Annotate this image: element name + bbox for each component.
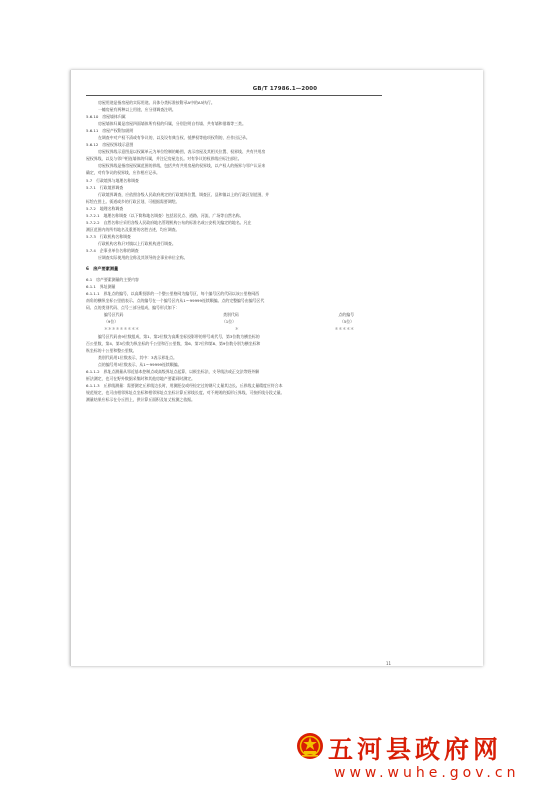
text-line: 标绘在图上。街道或乡的行政区划，可根据需要调绘。 <box>86 198 180 204</box>
code-digits-point: （5位） <box>339 319 354 325</box>
text-line: 类别代码用1位数表示，其中：3表示界址点。 <box>98 354 177 360</box>
text-line: 5.7.1 行政境界调查 <box>86 184 124 190</box>
text-line: 南角的横纵坐标公里值表示。点的编号在一个编号区内从1～99999连续顺编。点的完整编号由编号区代 <box>86 298 265 304</box>
document-body <box>86 99 384 403</box>
text-line: 5.7 行政境界与地理名称调查 <box>86 177 139 183</box>
code-marks-category: ＊ <box>234 326 239 332</box>
text-line: 应调查实际使用的全称及其领导的企事业单位全称。 <box>98 255 188 261</box>
text-line: 百公里数，第4、第5位数为纵坐标的千公里和百公里数，第6、第7位和第8、第9位数分别为横坐标和 <box>86 340 261 346</box>
text-line: 房屋权界线是指房屋权属范围的界线，包括共有共用房屋的权界线，以产权人的指界与邻户认证来 <box>98 163 266 169</box>
code-format-marks <box>86 325 384 332</box>
text-line: 6.1.1.1 界址点的编号，以高斯投影的一个整公里格网为编号区，每个编号区的代码以该公里格网西 <box>86 291 260 297</box>
section-6-body <box>86 333 384 403</box>
code-marks-zone: ＊＊＊＊＊＊＊＊＊ <box>104 326 140 332</box>
text-line: 房屋墙体归属是房屋四面墙体所有权的归属，分别注明自有墙、共有墙和借墙等三类。 <box>98 121 246 127</box>
code-header-point: 点的编号 <box>338 312 354 318</box>
national-emblem-icon <box>296 732 324 760</box>
text-line: 房屋用途是指房屋的实际用途。具体分类标准按附录A中的A5执行。 <box>98 100 215 105</box>
code-marks-point: ＊＊＊＊＊ <box>334 326 354 332</box>
code-digits-category: （1位） <box>221 319 237 325</box>
text-line: 5.6.11 房屋产权附加说明 <box>86 128 134 134</box>
standard-number: GB/T 17986.1—2000 <box>252 86 318 92</box>
code-header-category: 类别代码 <box>223 312 239 318</box>
text-line: 在调查中对产权不清或有争议的，以及设有典当权、抵押权等他项权利的，应作出记录。 <box>98 135 250 141</box>
text-line: 5.7.3 行政机构名称调查 <box>86 233 131 239</box>
text-line: 规范规定，也可由相邻界址点坐标和相邻界址点坐标计算丘界线长度。对不规则的弧形丘界线，可按折线分段丈量。 <box>86 389 285 395</box>
code-format-headers <box>86 311 384 318</box>
text-line: 5.7.2 地理名称调查 <box>86 205 124 211</box>
text-line: 屋权界线，以及与邻户相连墙体的归属，并注记房屋边长。对有争议的权界线应标注部位。 <box>86 156 242 162</box>
text-line: 5.7.2.2 自然名称应采用各级人民政府地名管理机构公布的标准名或公安机关编定的地名。凡在 <box>86 219 252 225</box>
text-line: 行政境界调查，应依照各级人民政府规定的行政境界位置，调查区、县和镇以上的行政区划范围，并 <box>98 191 270 197</box>
page-number: 11 <box>386 661 392 666</box>
text-line: 编号区代码由9位数组成，第1、第2位数为高斯坐标投影带的带号或代号，第3位数为横坐标的 <box>98 333 260 339</box>
section-6-title: 6 房产要素测量 <box>86 266 119 272</box>
text-line: 5.6.10 房屋墙体归属 <box>86 114 126 120</box>
watermark-site-name: 五河县政府网 <box>328 735 503 764</box>
text-line: 一幢房屋有两种以上用途，应分别调查注明。 <box>98 107 176 113</box>
code-format-digits <box>86 318 384 325</box>
header-rule <box>86 95 382 96</box>
text-line: 5.7.4 企事业单位名称的调查 <box>86 247 139 253</box>
text-line: 纵坐标的十公里和整公里数。 <box>86 347 137 353</box>
body-lines <box>86 99 384 261</box>
text-line: 确定，对有争议的权界线，应作相应记录。 <box>86 170 160 176</box>
code-digits-zone: （9位） <box>104 319 119 325</box>
section-6-intro <box>86 276 384 311</box>
text-line: 5.7.2.1 地理名称调查（以下简称地名调查）包括居民点、道路、河流、广场等自然名称。 <box>86 212 244 218</box>
text-line: 码、点的类别代码、点号三部分组成，编号形式如下： <box>86 305 180 311</box>
text-line: 测区范围内的所有地名及重要的名胜古迹，均应调查。 <box>86 226 180 232</box>
text-line: 析法测定，也可在野外数据采集时和其他房地产要素同时测定。 <box>86 375 195 381</box>
text-line: 5.6.12 房屋权界线示意图 <box>86 142 134 148</box>
text-line: 点的编号用5位数表示，从1～99999连续顺编。 <box>98 361 182 367</box>
site-watermark <box>296 730 548 788</box>
text-line: 6.1.1.3 丘界线测量：需要测定丘界线边长时，用测距仪或经检定过的钢尺丈量其边长。丘界线丈量精度应符合本 <box>86 382 283 388</box>
text-line: 行政机构名称只对镇以上行政机构进行调查。 <box>98 240 176 246</box>
watermark-url: www.wuhe.gov.cn <box>334 765 520 781</box>
text-line: 测量结果应标示在分丘图上，供计算丘面积及复丈检测之依据。 <box>86 396 195 402</box>
text-line: 房屋权界线示意图是以权属单元为单位绘制的略图，表示房屋及其相关位置、权界线、共有共用房 <box>98 149 266 155</box>
text-line: 6.1 房产要素测量的主要内容 <box>86 277 139 283</box>
text-line: 6.1.1.2 界址点测量从邻近基本控制点或高级界址点起算，以极坐标法、支导线法或正交法等野外解 <box>86 368 260 374</box>
code-header-zone: 编号区代码 <box>104 312 124 318</box>
text-line: 6.1.1 界址测量 <box>86 284 116 290</box>
